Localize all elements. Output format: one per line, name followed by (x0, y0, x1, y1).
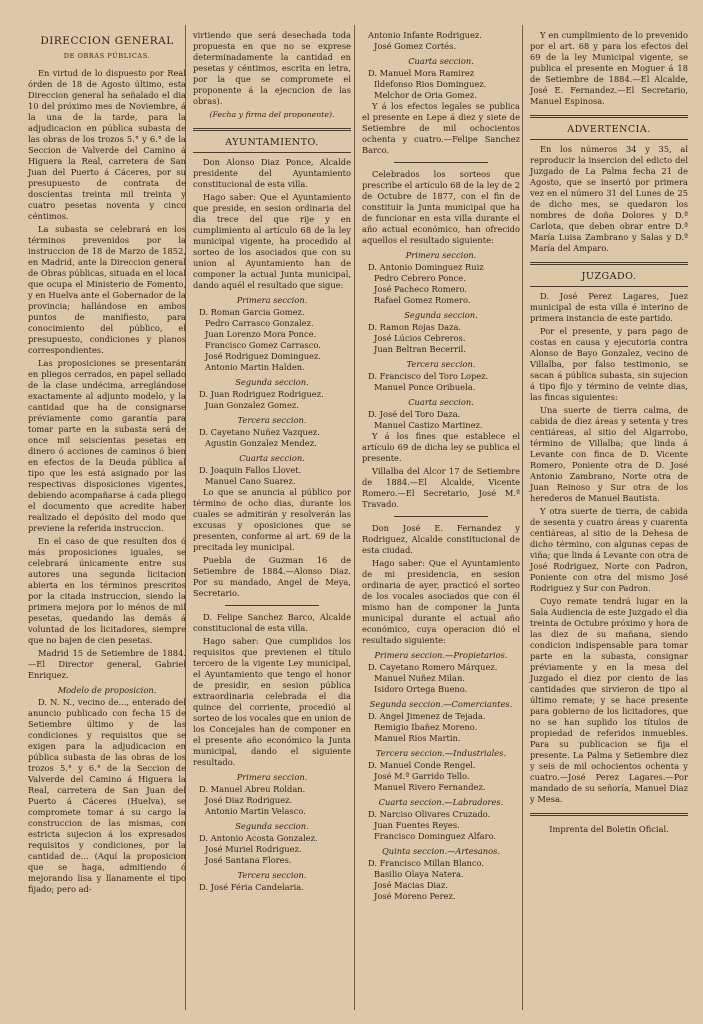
name-entry: Manuel Rivero Fernandez. (374, 782, 486, 792)
paragraph: Hago saber: Que cumplidos los requisitos que previenen el título tercero de la vigente Ley municipal, el Ayuntamiento que tengo el honor de presidir, en sesion pública extraordinaria celebrada el dia quince del corriente, procedió al sorteo de los vocales que en union de los Concejales han de componer en el presente año económico la Junta municipal, dando el siguiente resultado. (193, 636, 351, 767)
paragraph: Hago saber: Que el Ayuntamiento de mi presidencia, en sesion ordinaria de ayer, practicó el sorteo de los vocales asociados que con él mismo han de componer la Junta municipal durante el actual año económico, cuya operacion dió el resultado siguiente: (362, 558, 520, 645)
paragraph: D. Felipe Sanchez Barco, Alcalde constitucional de esta villa. (193, 612, 351, 633)
paragraph: La subasta se celebrará en los términos prevenidos por la instruccion de 18 de Marzo de 1852, en Madrid, ante la Direccion general de Obras públicas, situada en el local que ocupa el Ministerio de Fomento, y en Huelva ante el Gobernador de la provincia; hallándose en ambos puntos de manifiesto, para conocimiento del público, el presupuesto, condiciones y planos correspondientes. (28, 224, 186, 355)
name-entry: Ildefonso Rios Dominguez. (374, 79, 487, 89)
subsection-heading: Tercera seccion. (237, 415, 307, 425)
subsection-heading: Primera seccion. (405, 250, 477, 260)
name-entry: D. Angel Jimenez de Tejada. (368, 711, 486, 721)
name-entry: D. Cayetano Nuñez Vazquez. (199, 427, 320, 437)
name-entry: Basilio Olaya Natera. (374, 869, 464, 879)
name-list (362, 760, 520, 793)
name-list (362, 68, 520, 101)
divider (530, 286, 688, 287)
paragraph: Villalba del Alcor 17 de Setiembre de 1884.—El Alcalde, Vicente Romero.—El Secretario, José M.ª Travado. (362, 466, 520, 509)
paragraph: Hago saber: Que el Ayuntamiento que preside, en sesion ordinaria del dia trece del que rije y en cumplimiento al artículo 68 de la ley municipal vigente, ha procedido al sorteo de los asociados que con su union al Ayuntamiento han de componer la actual Junta municipal, dando aquél el resultado que sigue: (193, 192, 351, 290)
name-entry: Isidoro Ortega Bueno. (374, 684, 468, 694)
name-entry: D. Manuel Abreu Roldan. (199, 784, 306, 794)
paragraph: En virtud de lo dispuesto por Real órden de 18 de Agosto último, esta Direccion general ha señalado el dia 10 del próximo mes de Noviembre, á la una de la tarde, para la adjudicacion en pública subasta de las obras de los trozos 5.° y 6.° de la Seccion de Valverde del Camino á Higuera la Real, carretera de San Juan del Puerto á Cáceres, por su presupuesto de contrata de doscientas treinta mil treinta y cuatro pesetas noventa y cinco céntimos. (28, 68, 186, 221)
paragraph: virtiendo que será desechada toda propuesta en que no se exprese determinadamente la cantidad en pesetas y céntimos, escrita en letra, por la que se compromete el proponente á la ejecucion de las obras). (193, 30, 351, 106)
column-1 (28, 30, 186, 897)
name-list (362, 662, 520, 695)
paragraph: Puebla de Guzman 16 de Setiembre de 1884.—Alonso Diaz. Por su mandado, Angel de Meya, Secretario. (193, 555, 351, 598)
subsection-heading: Segunda seccion. (235, 821, 309, 831)
column-3 (362, 30, 520, 902)
name-entry: José Lúcios Cebreros. (374, 333, 466, 343)
subsection-heading: Tercera seccion. (406, 359, 476, 369)
subsection-heading: Tercera seccion. (237, 870, 307, 880)
name-list (193, 465, 351, 487)
name-entry: D. Joaquin Fallos Llovet. (199, 465, 302, 475)
divider (530, 115, 688, 118)
paragraph: Y á los efectos legales se publica el presente en Lepe á diez y siete de Setiembre de mil ochocientos ochenta y cuatro.—Felipe Sanchez Barco. (362, 101, 520, 155)
section-title: ADVERTENCIA. (567, 124, 651, 135)
divider (530, 139, 688, 140)
name-entry: Manuel Cano Suarez. (205, 476, 296, 486)
name-entry: Rafael Gomez Romero. (374, 295, 471, 305)
paragraph: Lo que se anuncia al público por término de ocho dias, durante los cuales se admitirán y resolverán las excusas y oposiciones que se presenten, conforme al art. 69 de la precitada ley municipal. (193, 487, 351, 552)
name-list (193, 307, 351, 373)
name-entry: Manuel Rios Martin. (374, 733, 461, 743)
column-divider (354, 25, 355, 1010)
column-2 (193, 30, 351, 893)
name-entry: Pedro Cebrero Ponce. (374, 273, 466, 283)
name-list (193, 833, 351, 866)
name-list (362, 262, 520, 306)
name-entry: Juan Fuentes Reyes. (374, 820, 460, 830)
paragraph: Una suerte de tierra calma, de cabida de diez áreas y setenta y tres centiáreas, al sitio del Algarrobo, término de Villalba; que linda á Levante con finca de D. Vicente Romero, Poniente otra de D. José Antonio Zambrano, Norte otra de Juan Reinoso y Sur otra de los herederos de Manuel Bautista. (530, 405, 688, 503)
name-entry: José M.ª Garrido Tello. (374, 771, 470, 781)
name-entry: Juan Gonzalez Gomez. (205, 400, 299, 410)
name-entry: José Rodriguez Dominguez. (205, 351, 321, 361)
name-entry: D. Manuel Conde Rengel. (368, 760, 476, 770)
printer-footer: Imprenta del Boletin Oficial. (549, 824, 669, 834)
model-heading: Modelo de proposicion. (57, 685, 157, 695)
name-entry: Antonio Infante Rodriguez. (368, 30, 482, 40)
subsection-heading: Segunda seccion. (404, 310, 478, 320)
name-entry: D. Cayetano Romero Márquez. (368, 662, 498, 672)
divider (530, 813, 688, 816)
name-entry: Francisco Dominguez Alfaro. (374, 831, 497, 841)
name-entry: D. Antonio Dominguez Ruiz (368, 262, 484, 272)
name-entry: José Muriel Rodriguez. (205, 844, 302, 854)
subsection-heading: Primera seccion. (236, 295, 308, 305)
name-entry: José Gomez Cortés. (374, 41, 456, 51)
name-entry: José Diaz Rodriguez. (205, 795, 293, 805)
paragraph: Celebrados los sorteos que prescribe el artículo 68 de la ley de 2 de Octubre de 1877, con el fin de constituir la Junta municipal que ha de funcionar en esta villa durante el año actual económico, han ofrecido aquellos el resultado siguiente: (362, 169, 520, 245)
subsection-heading: Segunda seccion. (235, 377, 309, 387)
paragraph: D. N. N., vecino de..., enterado del anuncio publicado con fecha 15 de Setiembre último y de las condiciones y requisitos que se exigen para la adjudicacion en pública subasta de las obras de los trozos 5.° y 6.° de la Seccion de Valverde del Camino á Higuera la Real, carretera de San Juan del Puerto á Cáceres (Huelva), se compromete tomar á su cargo la construccion de las mismas, con estricta sujecion á los expresados requisitos y condiciones, por la cantidad de... (Aquí la proposicion que se haga, admitiendo ó mejorando lisa y llanamente el tipo fijado; pero ad- (28, 697, 186, 894)
paragraph: Por el presente, y para pago de costas en causa y ejecutoria contra Alonso de Bayo Gonzalez, vecino de Villalba, por falso testimonio, se sacan á pública subasta, sin sujecion á tipo fijo y término de veinte dias, las fincas siguientes: (530, 326, 688, 402)
name-entry: D. José del Toro Daza. (368, 409, 461, 419)
name-list (193, 784, 351, 817)
name-list (362, 711, 520, 744)
name-entry: José Macias Diaz. (374, 880, 448, 890)
section-title: AYUNTAMIENTO. (225, 137, 319, 148)
name-entry: D. Francisco del Toro Lopez. (368, 371, 489, 381)
paragraph: Madrid 15 de Setiembre de 1884.—El Director general, Gabriel Enriquez. (28, 648, 186, 680)
name-entry: Manuel Ponce Oribuela. (374, 382, 476, 392)
paragraph: En los números 34 y 35, al reproducir la insercion del edicto del Juzgado de La Palma fecha 21 de Agosto, que se insertó por primera vez en el número 31 del Lunes de 25 de dicho mes, se quedaron los nombres de doña Dolores y D.ª Carlota, que deben obrar entre D.ª María Luisa Zambrano y Salas y D.ª María del Amparo. (530, 144, 688, 253)
paragraph: Y á los fines que establece el artículo 69 de dicha ley se publica el presente. (362, 431, 520, 463)
name-entry: José Pacheco Romero. (374, 284, 467, 294)
name-entry: Manuel Nuñez Milan. (374, 673, 465, 683)
paragraph: Cuyo remate tendrá lugar en la Sala Audiencia de este Juzgado el dia treinta de Octubre próximo y hora de las diez de su mañana, siendo condicion indispensable para tomar parte en la subasta, consignar préviamente y en la mesa del Juzgado el diez por ciento de las cantidades que sirvieron de tipo al último remate; y se hace presente para gobierno de los licitadores, que no se han suplido los títulos de propiedad de referidos inmuebles. Para su publicacion se fija el presente. La Palma y Setiembre diez y seis de mil ochocientos ochenta y cuatro.—José Perez Lagares.—Por mandado de su señoría, Manuel Diaz y Mesa. (530, 596, 688, 804)
section-title: DIRECCION GENERAL (40, 35, 174, 47)
name-entry: Agustin Gonzalez Mendez. (205, 438, 317, 448)
section-title: JUZGADO. (581, 271, 637, 282)
name-entry: Remigio Ibañez Moreno. (374, 722, 478, 732)
paragraph: D. José Perez Lagares, Juez municipal de esta villa é interino de primera instancia de este partido. (530, 291, 688, 323)
divider (394, 162, 489, 163)
name-list (362, 371, 520, 393)
name-entry: Francisco Gomez Carrasco. (205, 340, 321, 350)
paragraph: Las proposiciones se presentarán en pliegos cerrados, en papel sellado de la clase undécima, arreglándose exactamente al adjunto modelo, y la cantidad que ha de consignarse préviamente como garantía para tomar parte en la subasta será de once mil seiscientas pesetas en dinero ó acciones de caminos ó bien en efectos de la Deuda pública al tipo que les está asignado por las respectivas disposiciones vigentes, debiendo acompañarse á cada pliego el documento que acredite haber realizado el depósito del modo que previene la referida instruccion. (28, 358, 186, 533)
name-entry: D. Narciso Olivares Cruzado. (368, 809, 491, 819)
name-entry: D. José Féria Candelaria. (199, 882, 304, 892)
name-entry: José Santana Flores. (205, 855, 292, 865)
name-list (362, 322, 520, 355)
name-entry: Manuel Castizo Martinez. (374, 420, 483, 430)
name-list (362, 409, 520, 431)
paragraph: En el caso de que resulten dos ó más proposiciones iguales, se celebrará únicamente entre sus autores una segunda licitacion abierta en los términos prescritos por la citada instruccion, siendo la primera mejora por lo ménos de mil pesetas, quedando las demás á voluntad de los licitadores, siempre que no bajen de cien pesetas. (28, 536, 186, 645)
subsection-heading: Cuarta seccion. (408, 56, 474, 66)
name-list (362, 858, 520, 902)
name-entry: José Moreno Perez. (374, 891, 456, 901)
name-entry: Juan Beltran Becerril. (374, 344, 466, 354)
paragraph: Don José E. Fernandez y Rodriguez, Alcalde constitucional de esta ciudad. (362, 523, 520, 555)
paragraph: Don Alonso Diaz Ponce, Alcalde presidente del Ayuntamiento constitucional de esta villa. (193, 157, 351, 189)
name-entry: Antonio Martin Velasco. (205, 806, 306, 816)
name-entry: D. Juan Rodriguez Rodriguez. (199, 389, 324, 399)
divider (394, 516, 489, 517)
name-entry: D. Roman Garcia Gomez. (199, 307, 305, 317)
column-4 (530, 30, 688, 835)
subsection-heading: Primera seccion.—Propietarios. (374, 650, 508, 660)
name-list (362, 809, 520, 842)
subsection-heading: Primera seccion. (236, 772, 308, 782)
column-divider (522, 25, 523, 1010)
paragraph: Y en cumplimiento de lo prevenido por el art. 68 y para los efectos del 69 de la ley Municipal vigente, se publica el presente en Moguer á 18 de Setiembre de 1884.—El Alcalde, José E. Fernandez.—El Secretario, Manuel Espinosa. (530, 30, 688, 106)
subsection-heading: Cuarta seccion. (408, 397, 474, 407)
divider (225, 605, 320, 606)
divider (193, 152, 351, 153)
name-entry: D. Ramon Rojas Daza. (368, 322, 462, 332)
signature-note: (Fecha y firma del proponente). (209, 110, 335, 119)
name-entry: Melchor de Oria Gomez. (374, 90, 477, 100)
name-list (193, 389, 351, 411)
name-entry: D. Francisco Millan Blanco. (368, 858, 485, 868)
subsection-heading: Segunda seccion.—Comerciantes. (369, 699, 513, 709)
name-entry: Antonio Martin Halden. (205, 362, 305, 372)
section-subtitle: DE OBRAS PÚBLICAS. (63, 52, 151, 60)
subsection-heading: Cuarta seccion.—Labradores. (378, 797, 504, 807)
subsection-heading: Quinta seccion.—Artesanos. (381, 846, 501, 856)
name-entry: D. Manuel Mora Ramirez (368, 68, 475, 78)
paragraph: Y otra suerte de tierra, de cabida de sesenta y cuatro áreas y cuarenta centiáreas, al sitio de la Dehesa de dicho término, con algunas cepas de viña; que linda á Levante con otra de José Rodriguez, Norte con Padron, Poniente con otra del mismo José Rodriguez y Sur con Padron. (530, 506, 688, 593)
name-entry: D. Antonio Acosta Gonzalez. (199, 833, 318, 843)
name-list (193, 427, 351, 449)
subsection-heading: Tercera seccion.—Industriales. (375, 748, 507, 758)
name-entry: Pedro Carrasco Gonzalez. (205, 318, 314, 328)
divider (193, 128, 351, 131)
name-entry: Juan Lorenzo Mora Ponce. (205, 329, 317, 339)
name-list (193, 882, 351, 893)
divider (530, 262, 688, 265)
subsection-heading: Cuarta seccion. (239, 453, 305, 463)
name-list (362, 30, 520, 52)
